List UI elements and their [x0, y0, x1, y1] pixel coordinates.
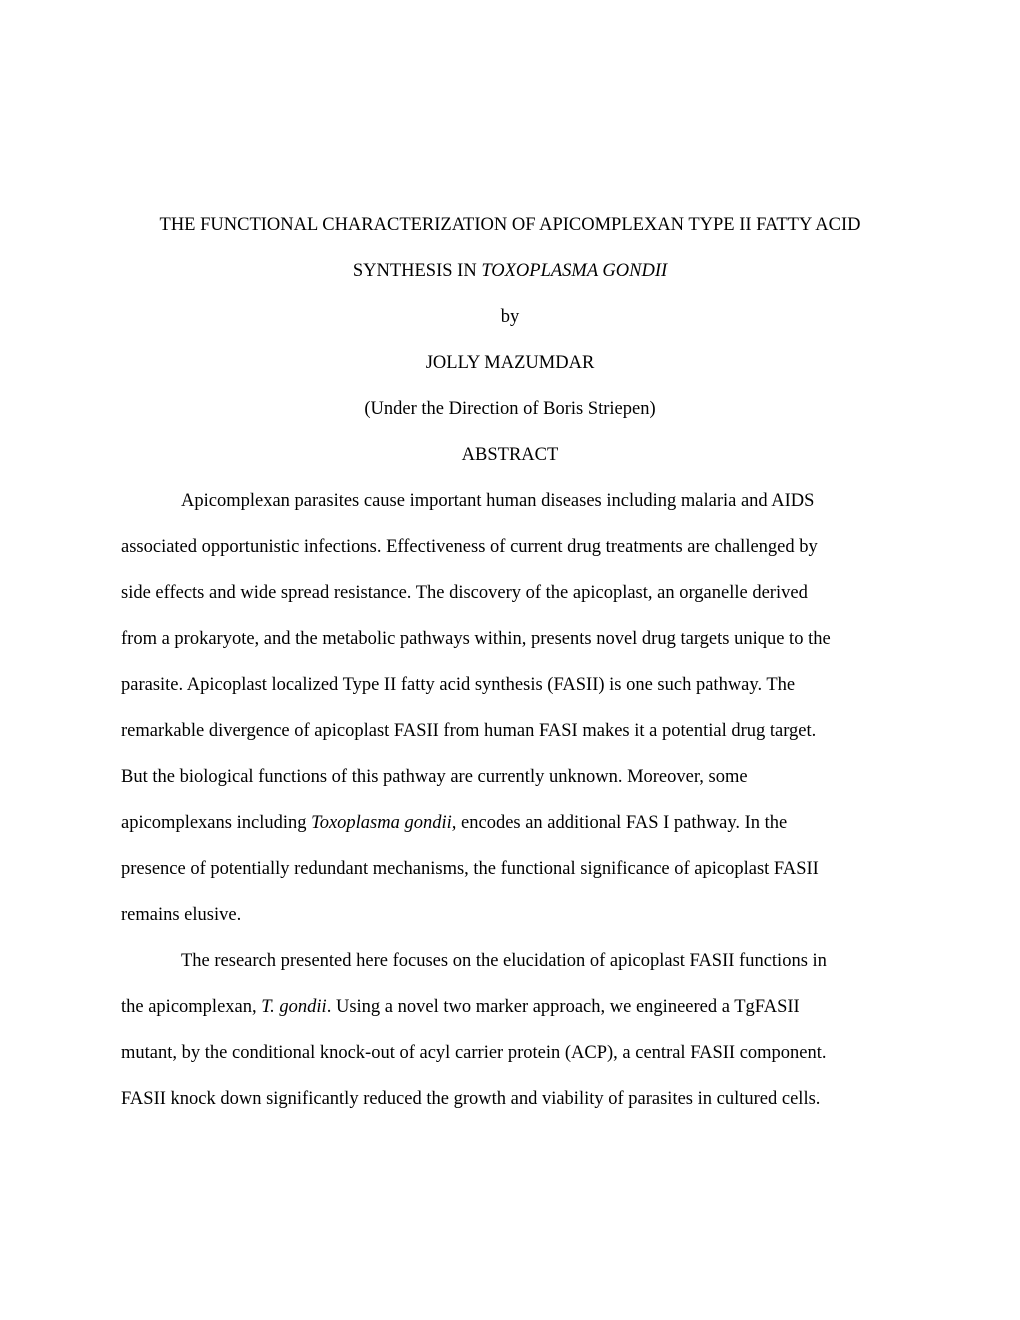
paragraph-2-line: FASII knock down significantly reduced the growth and viability of parasites in cultured cells. [121, 1089, 821, 1109]
title-organism: TOXOPLASMA GONDII [481, 261, 668, 281]
paragraph-1-line: Apicomplexan parasites cause important human diseases including malaria and AIDS [181, 491, 815, 511]
abstract-heading: ABSTRACT [461, 445, 559, 465]
organism-name: Toxoplasma gondii, [311, 813, 457, 833]
line-text: the apicomplexan, [121, 997, 262, 1017]
organism-name: T. gondii [261, 997, 327, 1017]
paragraph-1-line: parasite. Apicoplast localized Type II fatty acid synthesis (FASII) is one such pathway. The [121, 675, 796, 695]
line-text: apicomplexans including [121, 813, 312, 833]
paragraph-1-line: But the biological functions of this pathway are currently unknown. Moreover, some [121, 767, 748, 787]
title-line-1: THE FUNCTIONAL CHARACTERIZATION OF APICOMPLEXAN TYPE II FATTY ACID [159, 215, 861, 235]
line-text: . Using a novel two marker approach, we engineered a TgFASII [326, 997, 800, 1017]
paragraph-1-line: presence of potentially redundant mechanisms, the functional significance of apicoplast FASII [121, 859, 819, 879]
paragraph-2-line: mutant, by the conditional knock-out of acyl carrier protein (ACP), a central FASII component. [121, 1043, 827, 1063]
line-text: encodes an additional FAS I pathway. In the [456, 813, 788, 833]
title-line-2-text: SYNTHESIS IN [352, 261, 482, 281]
byline: by [500, 307, 520, 327]
paragraph-1-line: side effects and wide spread resistance. The discovery of the apicoplast, an organelle derived [121, 583, 808, 603]
paragraph-2-line [121, 996, 800, 1018]
title-line-2 [0, 260, 1020, 282]
paragraph-1-line: remarkable divergence of apicoplast FASII from human FASI makes it a potential drug target. [121, 721, 817, 741]
advisor-line: (Under the Direction of Boris Striepen) [364, 399, 656, 419]
paragraph-1-line [121, 812, 787, 834]
author-name: JOLLY MAZUMDAR [425, 353, 595, 373]
paragraph-2-line: The research presented here focuses on the elucidation of apicoplast FASII functions in [181, 951, 827, 971]
paragraph-1-line: remains elusive. [121, 905, 242, 925]
paragraph-1-line: associated opportunistic infections. Effectiveness of current drug treatments are challenged by [121, 537, 818, 557]
paragraph-1-line: from a prokaryote, and the metabolic pathways within, presents novel drug targets unique to the [121, 629, 831, 649]
